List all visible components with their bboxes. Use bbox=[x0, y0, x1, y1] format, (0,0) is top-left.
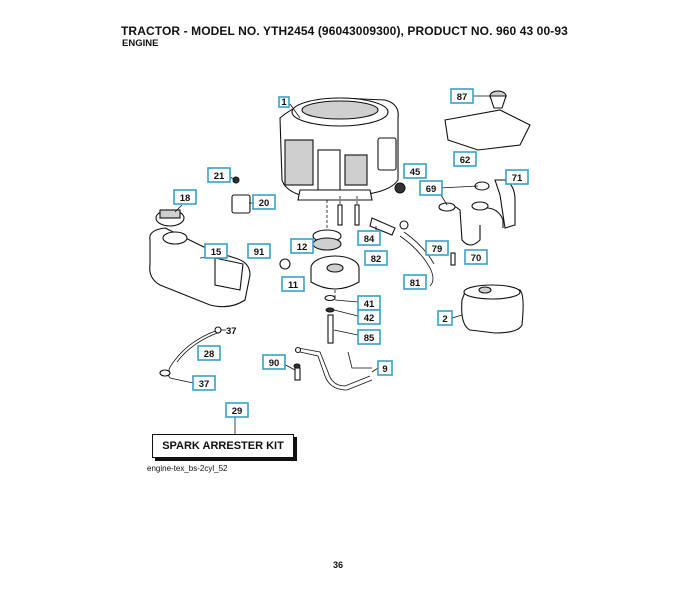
callout-70[interactable] bbox=[465, 250, 487, 264]
svg-text:12: 12 bbox=[296, 242, 308, 253]
callout-85[interactable] bbox=[358, 330, 380, 344]
svg-text:45: 45 bbox=[409, 167, 421, 178]
callout-1[interactable] bbox=[279, 97, 289, 108]
callout-29[interactable] bbox=[226, 403, 248, 417]
ignition-switch-illustration bbox=[228, 176, 254, 213]
engine-bracket-illustration bbox=[280, 348, 378, 391]
svg-text:21: 21 bbox=[213, 171, 225, 182]
svg-text:1: 1 bbox=[281, 97, 287, 108]
svg-text:90: 90 bbox=[268, 358, 280, 369]
callout-90[interactable] bbox=[263, 355, 285, 369]
callout-84[interactable] bbox=[358, 231, 380, 245]
svg-text:85: 85 bbox=[363, 333, 375, 344]
svg-text:84: 84 bbox=[363, 234, 375, 245]
callout-71[interactable] bbox=[506, 170, 528, 184]
svg-text:79: 79 bbox=[431, 244, 443, 255]
callout-37-upper[interactable] bbox=[226, 326, 237, 337]
callout-45[interactable] bbox=[404, 164, 426, 178]
callout-15[interactable] bbox=[205, 244, 227, 258]
svg-text:20: 20 bbox=[258, 198, 270, 209]
section-subtitle: ENGINE bbox=[122, 38, 159, 49]
svg-text:42: 42 bbox=[363, 313, 375, 324]
svg-text:71: 71 bbox=[511, 173, 523, 184]
svg-text:82: 82 bbox=[370, 254, 382, 265]
svg-text:37: 37 bbox=[198, 379, 210, 390]
callout-9[interactable] bbox=[378, 361, 392, 375]
spark-arrester-kit-label: SPARK ARRESTER KIT bbox=[152, 434, 294, 458]
svg-text:37: 37 bbox=[226, 326, 237, 337]
svg-text:28: 28 bbox=[203, 349, 215, 360]
callout-87[interactable] bbox=[451, 89, 473, 103]
svg-text:2: 2 bbox=[442, 314, 448, 325]
page-number: 36 bbox=[333, 560, 344, 570]
callout-79[interactable] bbox=[426, 241, 448, 255]
callout-41[interactable] bbox=[358, 296, 380, 310]
callout-37-lower[interactable] bbox=[193, 376, 215, 390]
muffler-illustration bbox=[452, 285, 523, 333]
svg-text:29: 29 bbox=[231, 406, 243, 417]
svg-text:91: 91 bbox=[253, 247, 265, 258]
svg-text:62: 62 bbox=[459, 155, 471, 166]
svg-text:81: 81 bbox=[409, 278, 421, 289]
callout-2[interactable] bbox=[438, 311, 452, 325]
svg-text:69: 69 bbox=[425, 184, 437, 195]
callout-42[interactable] bbox=[358, 310, 380, 324]
callout-11[interactable] bbox=[282, 277, 304, 291]
engine-block-illustration bbox=[280, 98, 398, 200]
callout-28[interactable] bbox=[198, 346, 220, 360]
svg-text:70: 70 bbox=[470, 253, 482, 264]
callout-91[interactable] bbox=[248, 244, 270, 258]
page-title: TRACTOR - MODEL NO. YTH2454 (96043009300), PRODUCT NO. 960 43 00-93 bbox=[121, 24, 568, 38]
svg-text:87: 87 bbox=[456, 92, 468, 103]
callout-20[interactable] bbox=[253, 195, 275, 209]
callout-69[interactable] bbox=[420, 181, 442, 195]
fuel-tank-illustration bbox=[150, 205, 250, 307]
callout-81[interactable] bbox=[404, 275, 426, 289]
callout-21[interactable] bbox=[208, 168, 230, 182]
callout-62[interactable] bbox=[454, 152, 476, 166]
clutch-hardware-illustration bbox=[325, 296, 358, 344]
callout-82[interactable] bbox=[365, 251, 387, 265]
callout-18[interactable] bbox=[174, 190, 196, 204]
file-caption: engine-tex_bs-2cyl_52 bbox=[147, 464, 228, 473]
svg-text:18: 18 bbox=[179, 193, 191, 204]
svg-text:9: 9 bbox=[382, 364, 388, 375]
svg-text:11: 11 bbox=[287, 280, 299, 291]
callout-12[interactable] bbox=[291, 239, 313, 253]
svg-text:41: 41 bbox=[363, 299, 375, 310]
svg-text:15: 15 bbox=[210, 247, 222, 258]
